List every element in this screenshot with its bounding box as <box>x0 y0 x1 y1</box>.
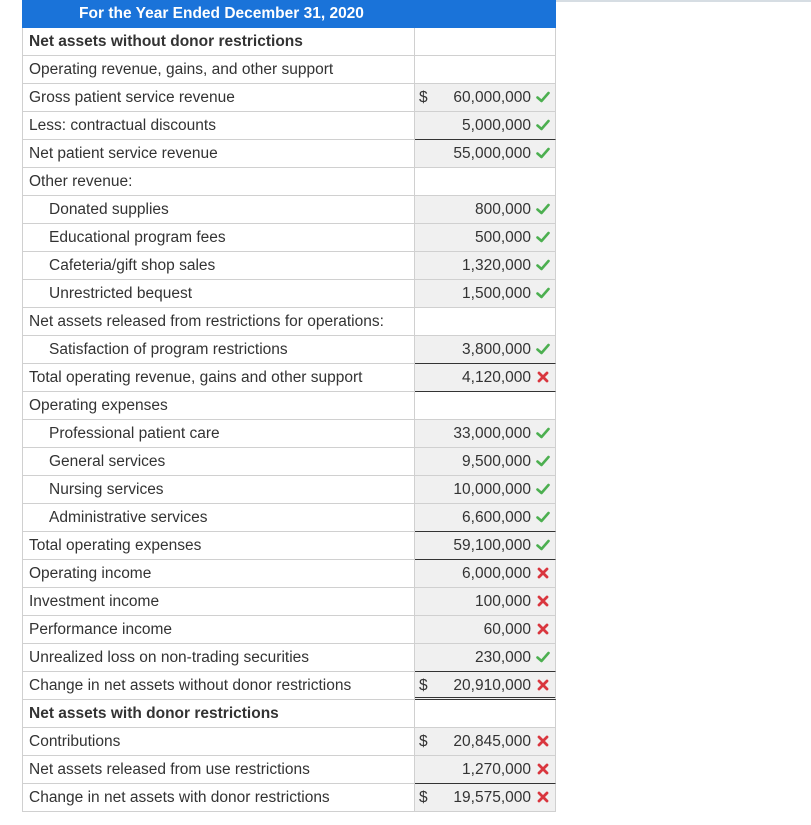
table-header <box>22 0 556 28</box>
empty-cell <box>415 56 556 84</box>
x-icon <box>535 733 551 749</box>
amount-input[interactable] <box>415 420 556 448</box>
x-icon <box>535 677 551 693</box>
table-row <box>22 504 556 532</box>
table-row <box>22 168 556 196</box>
table-row <box>22 196 556 224</box>
row-label: Total operating expenses <box>22 532 415 560</box>
row-label: Change in net assets with donor restrictions <box>22 784 415 812</box>
check-icon <box>535 341 551 357</box>
table-row <box>22 700 556 728</box>
row-label: Nursing services <box>22 476 415 504</box>
amount-input[interactable] <box>415 224 556 252</box>
amount-value: 230,000 <box>474 649 531 666</box>
header-title: For the Year Ended December 31, 2020 <box>79 5 364 22</box>
header-value-cell <box>415 0 556 28</box>
amount-input[interactable] <box>415 728 556 756</box>
row-label: Unrealized loss on non-trading securities <box>22 644 415 672</box>
x-icon <box>535 761 551 777</box>
amount-value: 55,000,000 <box>453 145 531 162</box>
row-label: Unrestricted bequest <box>22 280 415 308</box>
table-row <box>22 672 556 700</box>
row-label: General services <box>22 448 415 476</box>
amount-value: 19,575,000 <box>453 789 531 806</box>
amount-input[interactable] <box>415 140 556 168</box>
table-row <box>22 588 556 616</box>
amount-value: 6,600,000 <box>462 509 531 526</box>
amount-input[interactable] <box>415 532 556 560</box>
table-row <box>22 560 556 588</box>
table-row <box>22 448 556 476</box>
amount-value: 10,000,000 <box>453 481 531 498</box>
amount-value: 3,800,000 <box>462 341 531 358</box>
row-label: Less: contractual discounts <box>22 112 415 140</box>
row-label: Gross patient service revenue <box>22 84 415 112</box>
amount-value: 1,270,000 <box>462 761 531 778</box>
amount-value: 4,120,000 <box>462 369 531 386</box>
amount-value: 60,000 <box>483 621 531 638</box>
row-label: Operating revenue, gains, and other support <box>22 56 415 84</box>
check-icon <box>535 425 551 441</box>
table-row <box>22 308 556 336</box>
table-row <box>22 364 556 392</box>
row-label: Net assets released from restrictions for operations: <box>22 308 415 336</box>
check-icon <box>535 509 551 525</box>
check-icon <box>535 145 551 161</box>
row-label: Donated supplies <box>22 196 415 224</box>
amount-value: 9,500,000 <box>462 453 531 470</box>
amount-input[interactable] <box>415 616 556 644</box>
amount-input[interactable] <box>415 560 556 588</box>
x-icon <box>535 593 551 609</box>
amount-input[interactable] <box>415 784 556 812</box>
row-label: Contributions <box>22 728 415 756</box>
check-icon <box>535 649 551 665</box>
top-border <box>556 0 811 2</box>
row-label: Net assets released from use restrictions <box>22 756 415 784</box>
row-label: Performance income <box>22 616 415 644</box>
table-body <box>22 28 556 812</box>
amount-input[interactable] <box>415 476 556 504</box>
check-icon <box>535 117 551 133</box>
amount-input[interactable] <box>415 84 556 112</box>
empty-cell <box>415 308 556 336</box>
table-row <box>22 56 556 84</box>
currency-symbol: $ <box>419 789 428 806</box>
amount-value: 59,100,000 <box>453 537 531 554</box>
amount-input[interactable] <box>415 588 556 616</box>
row-label: Net patient service revenue <box>22 140 415 168</box>
x-icon <box>535 621 551 637</box>
amount-input[interactable] <box>415 448 556 476</box>
x-icon <box>535 369 551 385</box>
amount-value: 60,000,000 <box>453 89 531 106</box>
amount-value: 100,000 <box>474 593 531 610</box>
currency-symbol: $ <box>419 677 428 694</box>
amount-input[interactable] <box>415 112 556 140</box>
table-row <box>22 616 556 644</box>
amount-value: 20,845,000 <box>453 733 531 750</box>
row-label: Administrative services <box>22 504 415 532</box>
table-row <box>22 28 556 56</box>
table-row <box>22 728 556 756</box>
amount-value: 6,000,000 <box>462 565 531 582</box>
row-label: Satisfaction of program restrictions <box>22 336 415 364</box>
amount-value: 33,000,000 <box>453 425 531 442</box>
row-label: Professional patient care <box>22 420 415 448</box>
table-row <box>22 532 556 560</box>
amount-input[interactable] <box>415 364 556 392</box>
currency-symbol: $ <box>419 733 428 750</box>
table-row <box>22 420 556 448</box>
table-row <box>22 476 556 504</box>
statement-table <box>22 0 556 812</box>
check-icon <box>535 481 551 497</box>
amount-input[interactable] <box>415 280 556 308</box>
empty-cell <box>415 392 556 420</box>
table-row <box>22 756 556 784</box>
check-icon <box>535 257 551 273</box>
amount-value: 20,910,000 <box>453 677 531 694</box>
row-label: Total operating revenue, gains and other support <box>22 364 415 392</box>
x-icon <box>535 789 551 805</box>
row-label: Operating expenses <box>22 392 415 420</box>
row-label: Change in net assets without donor restrictions <box>22 672 415 700</box>
amount-input[interactable] <box>415 644 556 672</box>
check-icon <box>535 285 551 301</box>
amount-input[interactable] <box>415 672 556 700</box>
amount-value: 1,500,000 <box>462 285 531 302</box>
table-row <box>22 252 556 280</box>
amount-input[interactable] <box>415 252 556 280</box>
table-row <box>22 336 556 364</box>
amount-value: 5,000,000 <box>462 117 531 134</box>
empty-cell <box>415 700 556 728</box>
table-row <box>22 224 556 252</box>
check-icon <box>535 201 551 217</box>
row-label: Net assets with donor restrictions <box>22 700 415 728</box>
check-icon <box>535 89 551 105</box>
amount-value: 500,000 <box>474 229 531 246</box>
amount-input[interactable] <box>415 336 556 364</box>
amount-value: 800,000 <box>474 201 531 218</box>
row-label: Educational program fees <box>22 224 415 252</box>
table-row <box>22 84 556 112</box>
amount-value: 1,320,000 <box>462 257 531 274</box>
table-row <box>22 112 556 140</box>
amount-input[interactable] <box>415 196 556 224</box>
table-row <box>22 784 556 812</box>
check-icon <box>535 537 551 553</box>
empty-cell <box>415 28 556 56</box>
amount-input[interactable] <box>415 504 556 532</box>
row-label: Operating income <box>22 560 415 588</box>
table-row <box>22 280 556 308</box>
table-row <box>22 644 556 672</box>
row-label: Investment income <box>22 588 415 616</box>
row-label: Net assets without donor restrictions <box>22 28 415 56</box>
row-label: Other revenue: <box>22 168 415 196</box>
check-icon <box>535 229 551 245</box>
check-icon <box>535 453 551 469</box>
currency-symbol: $ <box>419 89 428 106</box>
amount-input[interactable] <box>415 756 556 784</box>
table-row <box>22 392 556 420</box>
row-label: Cafeteria/gift shop sales <box>22 252 415 280</box>
table-row <box>22 140 556 168</box>
x-icon <box>535 565 551 581</box>
empty-cell <box>415 168 556 196</box>
